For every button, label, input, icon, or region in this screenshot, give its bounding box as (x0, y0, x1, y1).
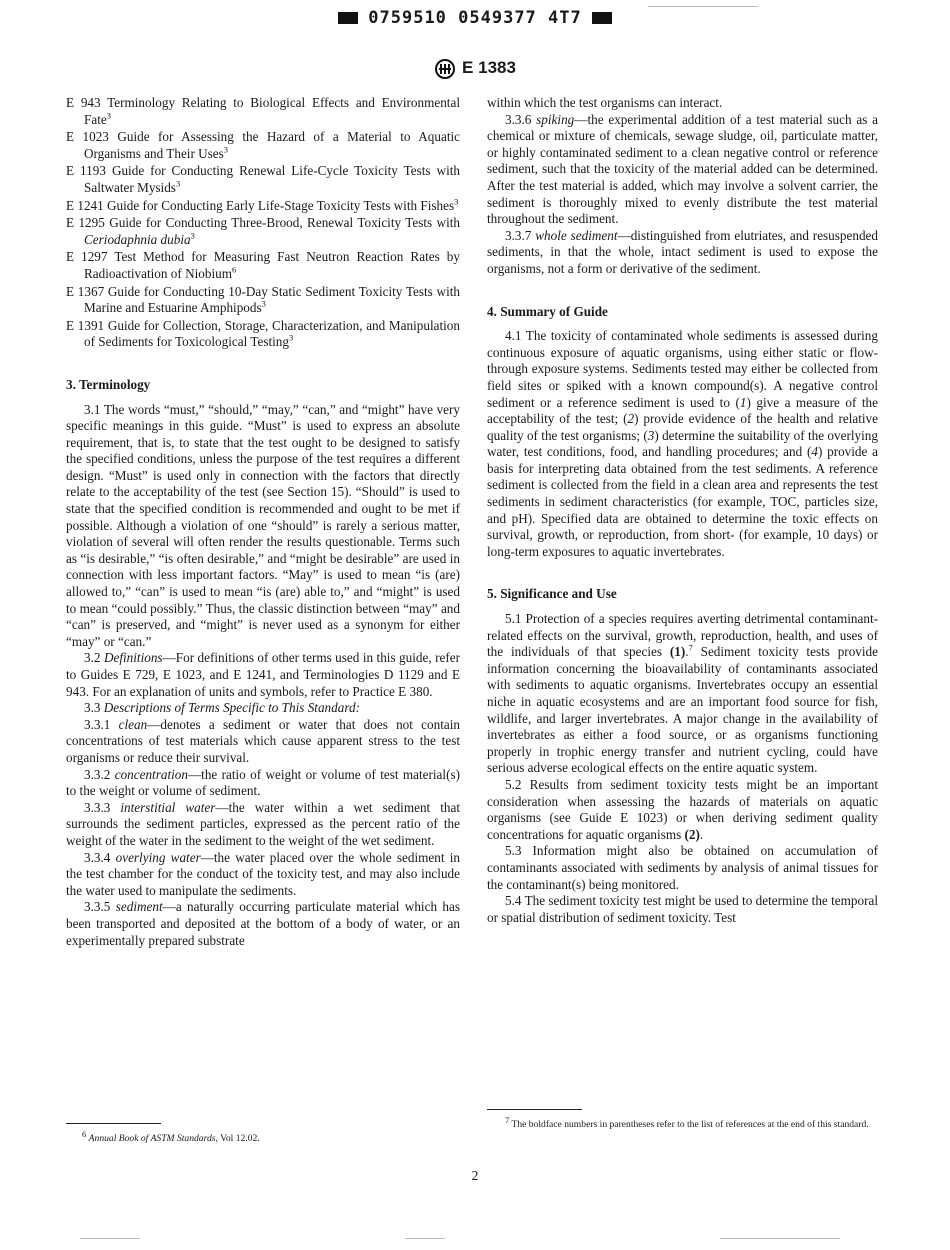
paragraph-5-1: 5.1 Protection of a species requires averting detrimental contaminant-related effects on the survival, growth, reproduction, health, and uses of the individuals of that species (1).$^7$ Sediment toxicity tests provide information concerning the bioavailability of contaminants associated with sediments to aquatic organisms. Invertebrates occupy an essential niche in aquatic ecosystems and are an important food source for fish, wildlife, and larger invertebrates. A major change in the availability of invertebrates as either a food source, or as organisms functioning properly in trophic energy transfer and nutrient cycling, could have serious adverse ecological effects on the entire aquatic system. (487, 611, 879, 776)
paragraph-3-3-6: 3.3.6 spiking—the experimental addition of a test material such as a chemical or mixture of chemicals, sewage sludge, oil, particulate matter, or highly contaminated sediment to a clean negative control or reference sediment, such that the toxicity of the material added can be determined. After the test material is added, which may involve a solvent carrier, the sediment is thoroughly mixed to evenly distribute the test material throughout the sediment. (487, 111, 878, 227)
black-block-left (338, 12, 358, 24)
page-number: 2 (471, 1168, 479, 1183)
paragraph-3-3-4: 3.3.4 overlying water—the water placed over the whole sediment in the test chamber for the conduct of the toxicity test, and may also include the water used to manipulate the sediments. (66, 849, 461, 898)
paragraph-5-2: 5.2 Results from sediment toxicity tests might be an important consideration when assessing the hazards of materials on aquatic organisms (see Guide E 1023) or when deriving sediment quality concentrations for aquatic organisms (2). (487, 776, 878, 842)
reference-item: E 1023 Guide for Assessing the Hazard of a Material to Aquatic Organisms and Their Uses$^3$ (66, 129, 460, 161)
paragraph-3-3: 3.3 Descriptions of Terms Specific to This Standard: (84, 700, 360, 716)
black-block-right (592, 12, 612, 24)
reference-item: E 943 Terminology Relating to Biological Effects and Environmental Fate$^3$ (66, 95, 460, 127)
paragraph-4-1: 4.1 The toxicity of contaminated whole sediments is assessed during continuous exposure of aquatic organisms, using either static or flow-through exposure systems. Sediments tested may either be collected from field sites or spiked with a known compound(s). A negative control sediment or a reference sediment is used to (1) give a measure of the acceptability of the test; (2) provide evidence of the health and relative quality of the test organisms; (3) determine the suitability of the overlying water, test conditions, food, and handling procedures; and (4) provide a basis for interpreting data obtained from the test sediments. A reference sediment is collected from the field in a clean area and represents the test sediments in sediment characteristics (for example, TOC, particles size, and pH). Specified data are obtained to determine the toxic effects on survival, growth, or reproduction, from short- (for example, 10 days) or long-term exposures to aquatic invertebrates. (487, 328, 878, 559)
scan-mark (80, 1238, 140, 1239)
paragraph-5-4: 5.4 The sediment toxicity test might be used to determine the temporal or spatial distribution of sediment toxicity. Test (487, 893, 878, 925)
section-heading-terminology: 3. Terminology (66, 376, 151, 392)
reference-item: E 1391 Guide for Collection, Storage, Characterization, and Manipulation of Sediments for Toxicological Testing$^3$ (66, 317, 460, 350)
paragraph-3-3-1: 3.3.1 clean—denotes a sediment or water that does not contain concentrations of test materials which cause apparent stress to the test organisms or reduce their survival. (66, 716, 460, 765)
right-column (487, 95, 878, 926)
footnote-6: $^6$ Annual Book of ASTM Standards, Vol 12.02. (82, 1128, 260, 1144)
header-code (0, 8, 950, 28)
reference-item: E 1367 Guide for Conducting 10-Day Static Sediment Toxicity Tests with Marine and Estuarine Amphipods$^3$ (66, 283, 460, 316)
scan-mark (648, 6, 758, 7)
reference-item: E 1241 Guide for Conducting Early Life-Stage Toxicity Tests with Fishes$^3$ (66, 196, 459, 213)
paragraph-5-3: 5.3 Information might also be obtained on accumulation of contaminants associated with sediments by analysis of animal tissues for the contaminant(s) being monitored. (487, 843, 878, 892)
paragraph-3-2: 3.2 Definitions—For definitions of other terms used in this guide, refer to Guides E 729, E 1023, and E 1241, and Terminologies D 1129 and E 943. For an explanation of units and symbols, refer to Practice E 380. (66, 650, 460, 699)
standard-number: E 1383 (462, 58, 516, 77)
paragraph-3-3-5: 3.3.5 sediment—a naturally occurring particulate material which has been transported and deposited at the bottom of a body of water, or an experimentally prepared substrate (66, 899, 460, 948)
scan-mark (720, 1238, 840, 1239)
section-heading-significance: 5. Significance and Use (487, 586, 617, 602)
footnote-rule-left (66, 1123, 161, 1124)
scan-mark (405, 1238, 445, 1239)
section-heading-summary: 4. Summary of Guide (487, 303, 608, 319)
document-code: 0759510 0549377 4T7 (368, 8, 582, 28)
reference-item: E 1193 Guide for Conducting Renewal Life-Cycle Toxicity Tests with Saltwater Mysids$^3$ (66, 163, 460, 195)
left-column (66, 95, 460, 949)
paragraph-3-3-3: 3.3.3 interstitial water—the water within a wet sediment that surrounds the sediment particles, expressed as the percent ratio of the weight of the water in the sediment to the weight of the wet sediment. (66, 799, 460, 848)
footnote-rule-right (487, 1109, 582, 1110)
paragraph-3-3-2: 3.3.2 concentration—the ratio of weight or volume of test material(s) to the weight or volume of sediment. (66, 766, 460, 799)
reference-item: E 1297 Test Method for Measuring Fast Neutron Reaction Rates by Radioactivation of Niobium$^6$ (66, 249, 460, 281)
reference-item: E 1295 Guide for Conducting Three-Brood, Renewal Toxicity Tests with Ceriodaphnia dubia$^3$ (66, 215, 460, 247)
footnote-7: $^7$ The boldface numbers in parentheses refer to the list of references at the end of this standard. (505, 1114, 869, 1130)
paragraph-continuation: within which the test organisms can interact. (487, 95, 723, 110)
referenced-documents-list (66, 95, 460, 351)
paragraph-3-1: 3.1 The words “must,” “should,” “may,” “can,” and “might” have very specific meanings in this guide. “Must” is used to express an absolute requirement, that is, to state that the test ought to be designed to satisfy the specified conditions, unless the purpose of the test requires a different design. “Must” is used only in connection with the factors that directly relate to the acceptability of the test (see Section 15). “Should” is used to state that the specified condition is recommended and ought to be met if possible. Although a violation of one “should” is rarely a serious matter, violation of several will often render the results questionable. Terms such as “is desirable,” “is often desirable,” and “might be desirable” are used in connection with less important factors. “May” is used to mean “is (are) allowed to,” “can” is used to mean “is (are) able to,” and “might” is used to mean “could possibly.” Thus, the classic distinction between “may” and “can” is preserved, and “might” is never used as a synonym for either “may” or “can.” (66, 401, 460, 649)
paragraph-3-3-7: 3.3.7 whole sediment—distinguished from elutriates, and resuspended sediments, in that the whole, intact sediment is used to expose the organisms, not a form or derivative of the sediment. (487, 227, 878, 276)
standard-designation (0, 58, 950, 79)
astm-logo-icon (434, 59, 456, 79)
